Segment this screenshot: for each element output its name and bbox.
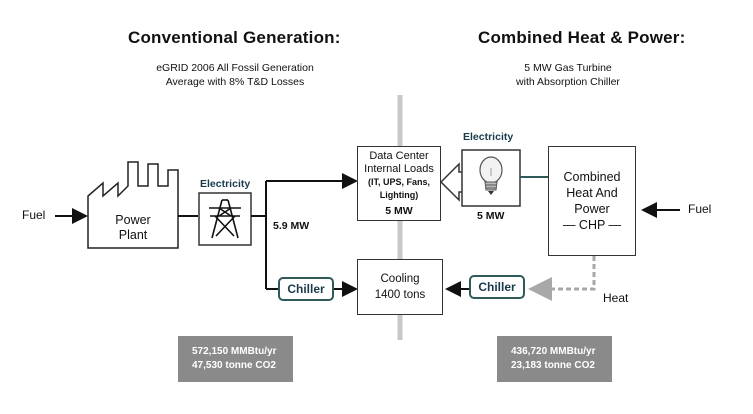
chp-box-line1: Combined bbox=[563, 170, 621, 184]
conventional-subtitle-line2: Average with 8% T&D Losses bbox=[165, 76, 305, 88]
electricity-label-left: Electricity bbox=[200, 178, 251, 190]
chp-stats-box bbox=[497, 336, 612, 382]
datacenter-line1: Data Center bbox=[369, 149, 429, 162]
heat-dashed-arrow bbox=[531, 256, 594, 289]
chiller-label-right: Chiller bbox=[478, 280, 516, 294]
cooling-line2: 1400 tons bbox=[374, 289, 426, 301]
chp-stats-line2: 23,183 tonne CO2 bbox=[511, 360, 595, 371]
chiller-box-left bbox=[278, 277, 334, 301]
conventional-subtitle bbox=[135, 61, 335, 89]
conventional-stats-box bbox=[178, 336, 293, 382]
chp-subtitle bbox=[478, 61, 658, 89]
chp-subtitle-line1: 5 MW Gas Turbine bbox=[524, 62, 612, 74]
conventional-title: Conventional Generation: bbox=[128, 28, 341, 47]
fuel-label-right: Fuel bbox=[688, 202, 712, 216]
power-plant-label-line1: Power bbox=[115, 213, 151, 227]
datacenter-line3: (IT, UPS, Fans, bbox=[367, 176, 430, 187]
conventional-stats-line1: 572,150 MMBtu/yr bbox=[192, 346, 277, 357]
power-plant-label-line2: Plant bbox=[118, 228, 148, 242]
heat-label: Heat bbox=[603, 291, 629, 305]
chp-subtitle-line2: with Absorption Chiller bbox=[516, 76, 620, 88]
chiller-label-left: Chiller bbox=[287, 282, 325, 296]
cooling-line1: Cooling bbox=[380, 273, 420, 285]
conventional-stats-line2: 47,530 tonne CO2 bbox=[192, 360, 276, 371]
fuel-label-left: Fuel bbox=[22, 208, 46, 222]
datacenter-line4: Lighting) bbox=[379, 189, 419, 200]
datacenter-line2: Internal Loads bbox=[364, 162, 434, 175]
cooling-box bbox=[357, 259, 443, 315]
chp-stats-line1: 436,720 MMBtu/yr bbox=[511, 346, 596, 357]
chp-output-label: 5 MW bbox=[477, 210, 505, 222]
chp-box-line3: Power bbox=[574, 202, 610, 216]
conventional-subtitle-line1: eGRID 2006 All Fossil Generation bbox=[156, 62, 314, 74]
chp-box-line2: Heat And bbox=[566, 186, 618, 200]
power-plant-label bbox=[108, 213, 158, 243]
chiller-box-right bbox=[469, 275, 525, 299]
electricity-label-right: Electricity bbox=[463, 131, 514, 143]
chp-box bbox=[548, 146, 636, 256]
chp-title: Combined Heat & Power: bbox=[478, 28, 686, 47]
grid-output-label: 5.9 MW bbox=[273, 220, 310, 232]
chp-box-line4: — CHP — bbox=[562, 218, 622, 232]
datacenter-load: 5 MW bbox=[385, 204, 413, 217]
datacenter-box bbox=[357, 146, 441, 221]
